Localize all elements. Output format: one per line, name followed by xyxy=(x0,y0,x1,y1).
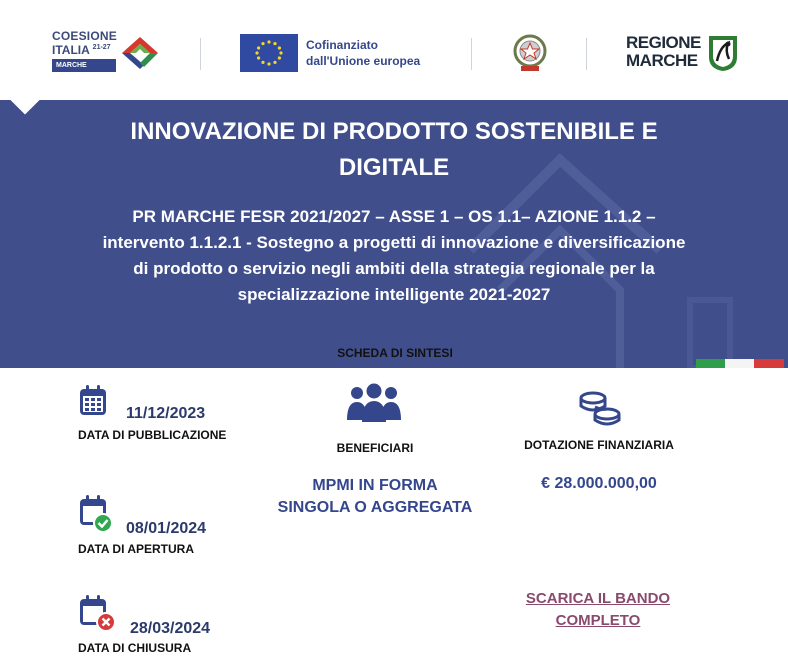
dotazione-label: DOTAZIONE FINANZIARIA xyxy=(524,438,674,452)
subtitle-line4: specializzazione intelligente 2021-2027 xyxy=(237,285,551,304)
scheda-label: SCHEDA DI SINTESI xyxy=(337,346,453,360)
coesione-line1: COESIONE xyxy=(52,29,117,43)
calendar-icon xyxy=(78,384,108,418)
dotazione-value: € 28.000.000,00 xyxy=(541,475,657,492)
regione-line1: REGIONE xyxy=(626,33,701,52)
page-title xyxy=(40,114,748,186)
subtitle-line3: di prodotto o servizio negli ambiti della strategia regionale per la xyxy=(133,259,655,278)
calendar-cross-icon xyxy=(78,594,118,634)
italian-flag-strip xyxy=(696,359,784,368)
title-line1: INNOVAZIONE DI PRODOTTO SOSTENIBILE E xyxy=(130,118,658,145)
coesione-years: 21-27 xyxy=(92,44,111,51)
coesione-line2 xyxy=(52,42,117,56)
beneficiari-value xyxy=(260,475,490,519)
coesione-arrow-icon xyxy=(118,33,160,73)
date-apertura: 08/01/2024 xyxy=(126,520,207,537)
flag-white xyxy=(725,359,754,368)
separator xyxy=(200,38,201,70)
download-bando-link[interactable] xyxy=(508,588,688,632)
download-line1[interactable]: SCARICA IL BANDO xyxy=(525,590,671,607)
subtitle-line1: PR MARCHE FESR 2021/2027 – ASSE 1 – OS 1.1– AZIONE 1.1.2 – xyxy=(132,207,656,226)
coesione-region: MARCHE xyxy=(52,59,116,72)
people-group-icon xyxy=(345,382,403,424)
eu-flag-icon xyxy=(240,34,298,72)
separator xyxy=(586,38,587,70)
hero-banner xyxy=(0,100,788,368)
date-chiusura: 28/03/2024 xyxy=(130,620,211,637)
beneficiari-line1: MPMI IN FORMA xyxy=(312,477,438,494)
coesione-italia: ITALIA xyxy=(52,43,90,57)
beneficiari-line2: SINGOLA O AGGREGATA xyxy=(277,499,473,516)
eu-line2: dall'Unione europea xyxy=(306,54,421,68)
title-line2: DIGITALE xyxy=(338,154,450,181)
subtitle-line2: intervento 1.1.2.1 - Sostegno a progetti di innovazione e diversificazione xyxy=(102,233,686,252)
flag-green xyxy=(696,359,725,368)
eu-text xyxy=(306,37,420,69)
beneficiari-label: BENEFICIARI xyxy=(336,441,414,455)
label-apertura: DATA DI APERTURA xyxy=(78,542,194,556)
separator xyxy=(471,38,472,70)
coesione-logo xyxy=(52,30,117,72)
eu-line1: Cofinanziato xyxy=(306,38,378,52)
flag-red xyxy=(754,359,784,368)
download-line2[interactable]: COMPLETO xyxy=(555,612,641,629)
italian-emblem-icon xyxy=(513,33,547,73)
regione-marche-icon xyxy=(706,33,740,73)
regione-line2: MARCHE xyxy=(626,51,698,70)
coins-icon xyxy=(577,388,623,428)
label-pubblicazione: DATA DI PUBBLICAZIONE xyxy=(78,428,227,442)
regione-marche-text xyxy=(626,34,701,70)
page-subtitle xyxy=(40,204,748,308)
header-logos xyxy=(0,0,788,100)
label-chiusura: DATA DI CHIUSURA xyxy=(78,641,192,655)
date-pubblicazione: 11/12/2023 xyxy=(126,405,206,422)
calendar-check-icon xyxy=(78,494,114,534)
